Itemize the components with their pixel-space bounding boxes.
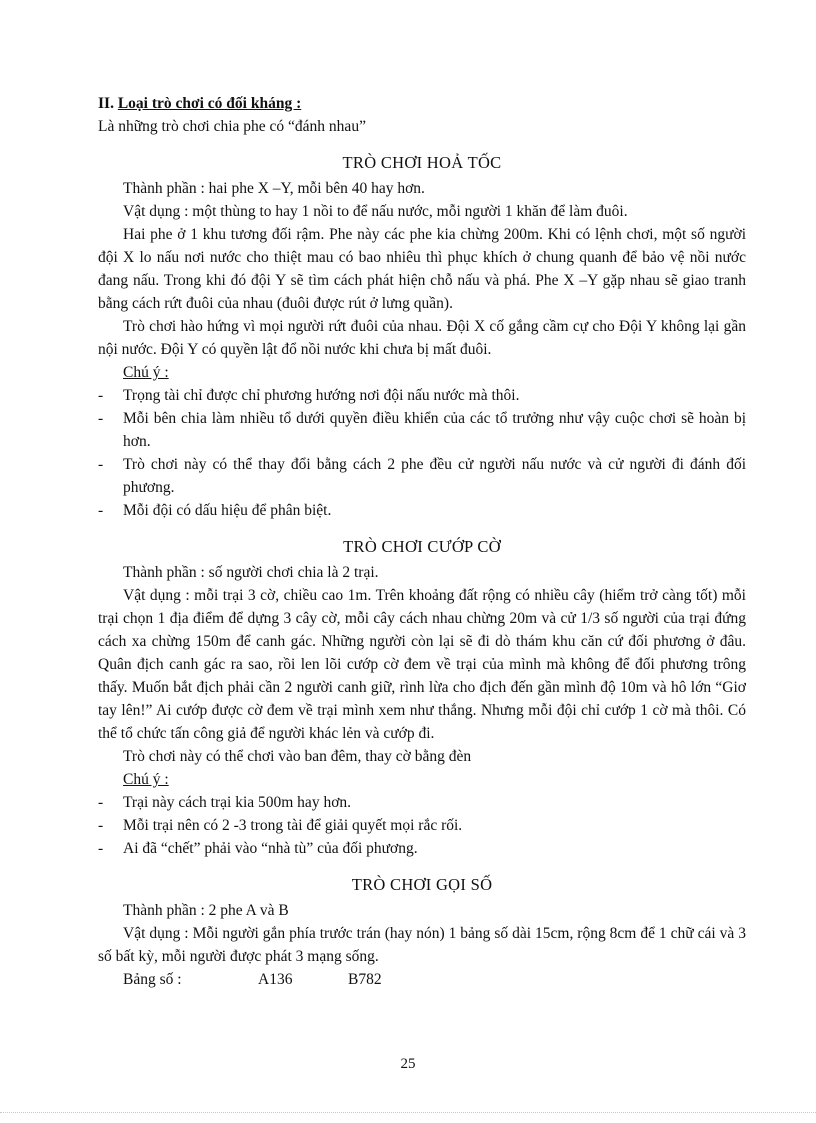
game-title: TRÒ CHƠI GỌI SỐ	[351, 875, 493, 894]
note-text: Trọng tài chỉ được chỉ phương hướng nơi đội nấu nước mà thôi.	[123, 387, 520, 404]
section-number: II.	[98, 95, 114, 112]
note-item: - Mỗi trại nên có 2 -3 trong tài để giải quyết mọi rắc rối.	[98, 817, 463, 834]
note-list	[98, 791, 746, 860]
note-text: Trò chơi này có thể thay đổi bằng cách 2 phe đều cử người nấu nước và cử người đi đánh đối phương.	[123, 456, 746, 496]
game-title: TRÒ CHƠI CƯỚP CỜ	[343, 537, 501, 556]
game-paragraph: Trò chơi hào hứng vì mọi người rứt đuôi của nhau. Đội X cố gắng cầm cự cho Đội Y không lại gần nội nước. Đội Y có quyền lật đổ nồi nước khi chưa bị mất đuôi.	[98, 318, 746, 358]
note-item: - Mỗi đội có dấu hiệu để phân biệt.	[98, 502, 332, 519]
note-item: - Trọng tài chỉ được chỉ phương hướng nơi đội nấu nước mà thôi.	[98, 387, 520, 404]
game-paragraph: Vật dụng : Mỗi người gắn phía trước trán (hay nón) 1 bảng số dài 15cm, rộng 8cm để 1 chữ cái và 3 số bất kỳ, mỗi người được phát 3 mạng sống.	[98, 925, 746, 965]
note-text: Ai đã “chết” phải vào “nhà tù” của đối phương.	[123, 840, 418, 857]
section-heading	[98, 92, 746, 115]
game-section-hoa-toc	[98, 151, 746, 522]
note-item: - Trò chơi này có thể thay đổi bằng cách 2 phe đều cử người nấu nước và cử người đi đánh đối phương.	[98, 456, 746, 496]
game-paragraph: Vật dụng : mỗi trại 3 cờ, chiều cao 1m. Trên khoảng đất rộng có nhiều cây (hiểm trở càng tốt) mỗi trại chọn 1 địa điểm để dựng 3 cây cờ, mỗi cây cách nhau chừng 20m và cử 1/3 số người của trại đứng cách xa chừng 150m để canh gác. Những người còn lại sẽ đi dò thám khu căn cứ đối phương ở đâu. Quân địch canh gác ra sao, rồi len lõi cướp cờ đem về trại của mình mà không để đối phương trông thấy. Muốn bắt địch phải cần 2 người canh giữ, rình lừa cho địch đến gần mình độ 10m và hô lớn “Giơ tay lên!” Ai cướp được cờ đem về trại mình xem như thắng. Nhưng mỗi đội chỉ cướp 1 cờ mà thôi. Có thể tổ chức tấn công giả để người khác lẻn và cướp đi.	[98, 587, 746, 742]
number-boards	[98, 968, 746, 991]
game-paragraph: Thành phần : hai phe X –Y, mỗi bên 40 hay hơn.	[123, 180, 425, 197]
game-paragraph: Hai phe ở 1 khu tương đối rậm. Phe này các phe kia chừng 200m. Khi có lệnh chơi, một số người đội X lo nấu nơi nước cho thiệt mau có bao nhiêu thì phục khích ở chung quanh để bảo vệ nồi nước đang nấu. Trong khi đó đội Y sẽ tìm cách phát hiện chỗ nấu và phá. Phe X –Y gặp nhau sẽ giao tranh bằng cách rứt đuôi của nhau (đuôi được rút ở lưng quần).	[98, 226, 746, 312]
page-bottom-divider	[0, 1112, 816, 1113]
section-intro: Là những trò chơi chia phe có “đánh nhau”	[98, 118, 366, 135]
page-content	[98, 92, 746, 991]
section-title: Loại trò chơi có đối kháng :	[117, 95, 302, 112]
note-text: Mỗi bên chia làm nhiều tổ dưới quyền điều khiển của các tổ trưởng như vậy cuộc chơi sẽ hoàn bị hơn.	[123, 410, 746, 450]
note-heading: Chú ý :	[123, 771, 169, 788]
note-item: - Trại này cách trại kia 500m hay hơn.	[98, 794, 352, 811]
note-text: Mỗi đội có dấu hiệu để phân biệt.	[123, 502, 332, 519]
board-code: B782	[348, 971, 382, 988]
game-section-cuop-co	[98, 535, 746, 860]
note-text: Trại này cách trại kia 500m hay hơn.	[123, 794, 352, 811]
note-item: - Mỗi bên chia làm nhiều tổ dưới quyền điều khiển của các tổ trưởng như vậy cuộc chơi sẽ hoàn bị hơn.	[98, 410, 746, 450]
note-list	[98, 384, 746, 522]
game-paragraph: Thành phần : 2 phe A và B	[123, 902, 289, 919]
game-paragraph: Vật dụng : một thùng to hay 1 nồi to để nấu nước, mỗi người 1 khăn để làm đuôi.	[123, 203, 628, 220]
note-heading: Chú ý :	[123, 364, 169, 381]
game-section-goi-so	[98, 873, 746, 991]
game-paragraph: Trò chơi này có thể chơi vào ban đêm, thay cờ bằng đèn	[123, 748, 472, 765]
page-number: 25	[400, 1056, 416, 1072]
note-item: - Ai đã “chết” phải vào “nhà tù” của đối phương.	[98, 840, 418, 857]
boards-label: Bảng số :	[123, 971, 182, 988]
game-title: TRÒ CHƠI HOẢ TỐC	[342, 153, 502, 172]
note-text: Mỗi trại nên có 2 -3 trong tài để giải quyết mọi rắc rối.	[123, 817, 463, 834]
game-paragraph: Thành phần : số người chơi chia là 2 trại.	[123, 564, 379, 581]
board-code: A136	[258, 971, 293, 988]
